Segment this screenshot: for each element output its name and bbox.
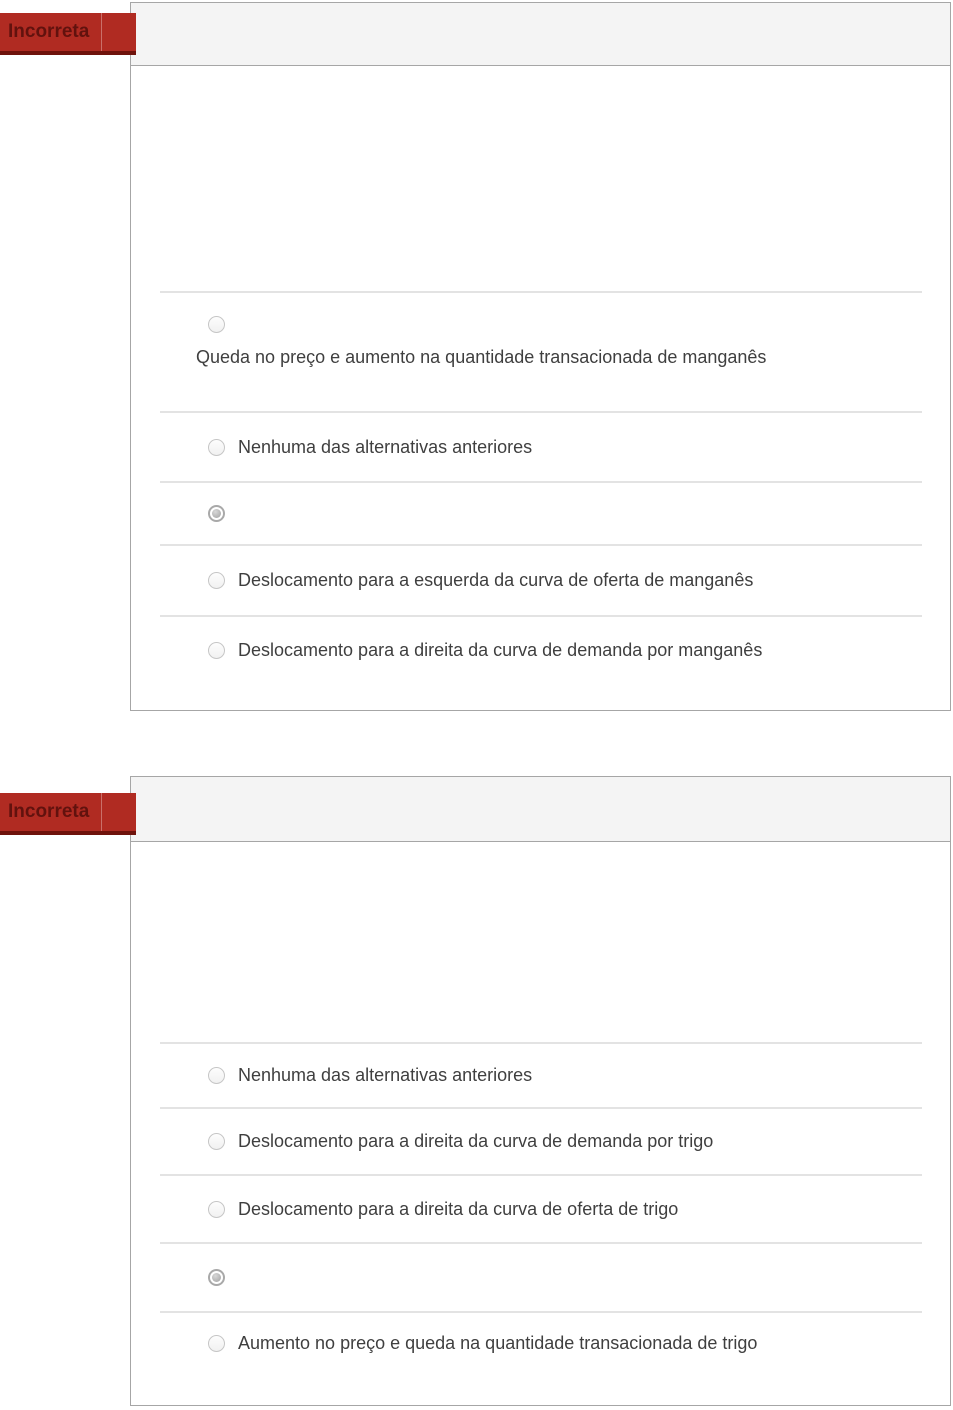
radio-button-icon[interactable] <box>208 1201 225 1218</box>
answer-option-label[interactable]: Deslocamento para a direita da curva de oferta de trigo <box>238 1198 679 1219</box>
answer-option[interactable] <box>160 1107 922 1174</box>
answer-options-list <box>160 291 922 683</box>
radio-button-icon[interactable] <box>208 1133 225 1150</box>
radio-button-checked-icon[interactable] <box>208 505 225 522</box>
answer-option[interactable] <box>160 544 922 615</box>
answer-option-label[interactable]: Deslocamento para a direita da curva de demanda por trigo <box>238 1131 714 1151</box>
question-card <box>130 2 951 711</box>
status-badge-incorrect <box>0 13 136 55</box>
status-badge-label: Incorreta <box>8 801 90 822</box>
answer-option-label[interactable]: Deslocamento para a direita da curva de demanda por manganês <box>238 639 763 660</box>
answer-option-label[interactable]: Queda no preço e aumento na quantidade transacionada de manganês <box>196 347 767 367</box>
answer-options-list <box>160 1042 922 1373</box>
radio-button-icon[interactable] <box>208 642 225 659</box>
status-badge-label: Incorreta <box>8 21 90 42</box>
status-badge-incorrect <box>0 793 136 835</box>
answer-option[interactable] <box>160 411 922 481</box>
answer-option-label[interactable]: Deslocamento para a esquerda da curva de oferta de manganês <box>238 570 754 590</box>
radio-button-icon[interactable] <box>208 439 225 456</box>
question-header <box>131 3 950 66</box>
answer-option-label[interactable]: Nenhuma das alternativas anteriores <box>238 436 533 457</box>
radio-button-checked-icon[interactable] <box>208 1269 225 1286</box>
radio-button-icon[interactable] <box>208 316 225 333</box>
question-header <box>131 777 950 842</box>
answer-option[interactable] <box>160 1174 922 1242</box>
answer-option-label[interactable]: Aumento no preço e queda na quantidade transacionada de trigo <box>238 1332 758 1353</box>
question-card <box>130 776 951 1406</box>
question-text-area <box>131 66 950 291</box>
answer-option[interactable] <box>160 1311 922 1373</box>
answer-option[interactable] <box>160 1042 922 1107</box>
radio-button-icon[interactable] <box>208 1067 225 1084</box>
answer-option-selected[interactable] <box>160 1242 922 1311</box>
radio-button-icon[interactable] <box>208 1335 225 1352</box>
radio-button-icon[interactable] <box>208 572 225 589</box>
answer-option[interactable] <box>160 615 922 683</box>
answer-option-label[interactable]: Nenhuma das alternativas anteriores <box>238 1065 533 1085</box>
question-text-area <box>131 842 950 1042</box>
answer-option[interactable] <box>160 291 922 411</box>
answer-option-selected[interactable] <box>160 481 922 544</box>
